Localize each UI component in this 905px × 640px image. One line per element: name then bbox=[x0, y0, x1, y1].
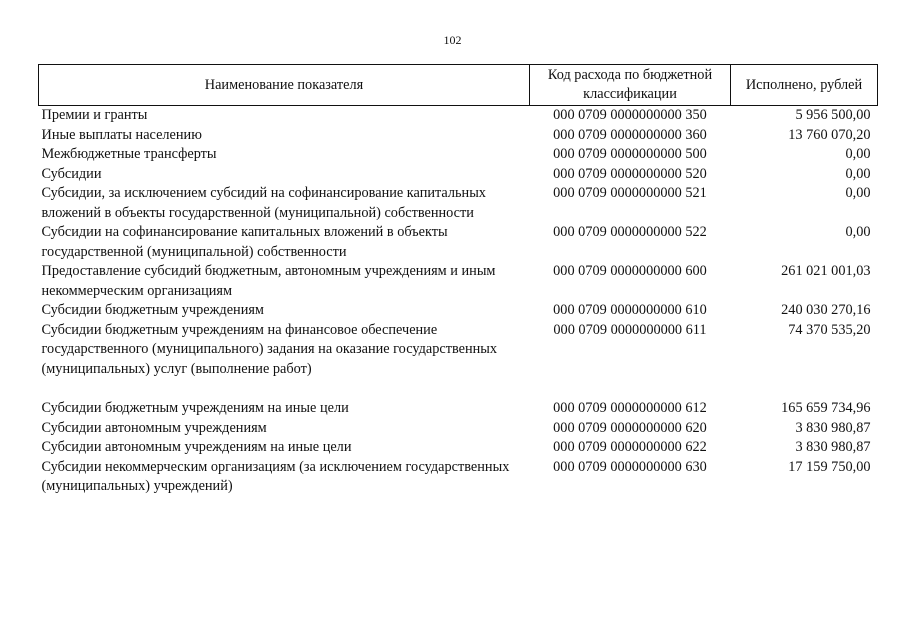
row-value: 240 030 270,16 bbox=[781, 302, 871, 318]
row-value: 165 659 734,96 bbox=[781, 400, 871, 416]
header-executed: Исполнено, рублей bbox=[731, 65, 878, 106]
row-code: 000 0709 0000000000 611 bbox=[553, 321, 707, 338]
row-code: 000 0709 0000000000 520 bbox=[553, 165, 707, 182]
table-row bbox=[39, 184, 878, 223]
row-value: 13 760 070,20 bbox=[788, 126, 871, 143]
row-code: 000 0709 0000000000 500 bbox=[553, 146, 707, 162]
table-row bbox=[39, 262, 878, 301]
row-name: Субсидии на софинансирование капитальных вложений в объекты государственной (муниципальной) собственности bbox=[41, 224, 448, 260]
row-name: Премии и гранты bbox=[41, 107, 148, 123]
row-name: Предоставление субсидий бюджетным, автономным учреждениям и иным некоммерческим организациям bbox=[41, 263, 496, 299]
row-value: 74 370 535,20 bbox=[788, 321, 871, 338]
row-code: 000 0709 0000000000 612 bbox=[553, 400, 707, 416]
row-code: 000 0709 0000000000 620 bbox=[553, 419, 707, 436]
table-row bbox=[39, 223, 878, 262]
row-code: 000 0709 0000000000 630 bbox=[553, 458, 707, 475]
row-name: Субсидии бюджетным учреждениям bbox=[41, 302, 264, 318]
header-name: Наименование показателя bbox=[39, 65, 530, 106]
table-row bbox=[39, 106, 878, 126]
table-row bbox=[39, 126, 878, 146]
row-name: Межбюджетные трансферты bbox=[41, 146, 217, 162]
budget-table bbox=[38, 64, 878, 497]
row-name: Субсидии некоммерческим организациям (за исключением государственных (муниципальных) учреждений) bbox=[41, 458, 510, 494]
row-code: 000 0709 0000000000 522 bbox=[553, 224, 707, 240]
table-header-row bbox=[39, 65, 878, 106]
row-code: 000 0709 0000000000 622 bbox=[553, 439, 707, 455]
row-name: Субсидии автономным учреждениям на иные цели bbox=[41, 439, 352, 455]
row-value: 5 956 500,00 bbox=[795, 107, 871, 123]
table-row bbox=[39, 165, 878, 185]
table-row bbox=[39, 321, 878, 400]
row-code: 000 0709 0000000000 600 bbox=[553, 263, 707, 279]
row-value: 3 830 980,87 bbox=[795, 419, 871, 436]
row-name: Субсидии, за исключением субсидий на софинансирование капитальных вложений в объекты государственной (муниципальной) собственности bbox=[41, 185, 486, 221]
row-name: Субсидии bbox=[41, 165, 102, 182]
row-name: Субсидии автономным учреждениям bbox=[41, 419, 267, 436]
table-row bbox=[39, 399, 878, 419]
row-name: Субсидии бюджетным учреждениям на иные цели bbox=[41, 400, 349, 416]
row-name: Иные выплаты населению bbox=[41, 126, 202, 143]
row-value: 3 830 980,87 bbox=[795, 439, 871, 455]
header-code: Код расхода по бюджетной классификации bbox=[530, 65, 731, 106]
table-row bbox=[39, 419, 878, 439]
row-value: 0,00 bbox=[845, 185, 871, 201]
table-row bbox=[39, 301, 878, 321]
page-number: 102 bbox=[443, 33, 462, 47]
table-row bbox=[39, 438, 878, 458]
row-value: 0,00 bbox=[845, 224, 871, 240]
row-value: 17 159 750,00 bbox=[788, 458, 871, 475]
row-value: 0,00 bbox=[845, 165, 871, 182]
row-value: 261 021 001,03 bbox=[781, 263, 871, 279]
row-name: Субсидии бюджетным учреждениям на финансовое обеспечение государственного (муниципального) задания на оказание государственных (муниципальных) услуг (выполнение работ) bbox=[41, 321, 498, 377]
row-code: 000 0709 0000000000 610 bbox=[553, 302, 707, 318]
row-value: 0,00 bbox=[845, 146, 871, 162]
table-row bbox=[39, 458, 878, 497]
row-code: 000 0709 0000000000 360 bbox=[553, 126, 707, 143]
row-code: 000 0709 0000000000 521 bbox=[553, 185, 707, 201]
table-row bbox=[39, 145, 878, 165]
row-code: 000 0709 0000000000 350 bbox=[553, 107, 707, 123]
